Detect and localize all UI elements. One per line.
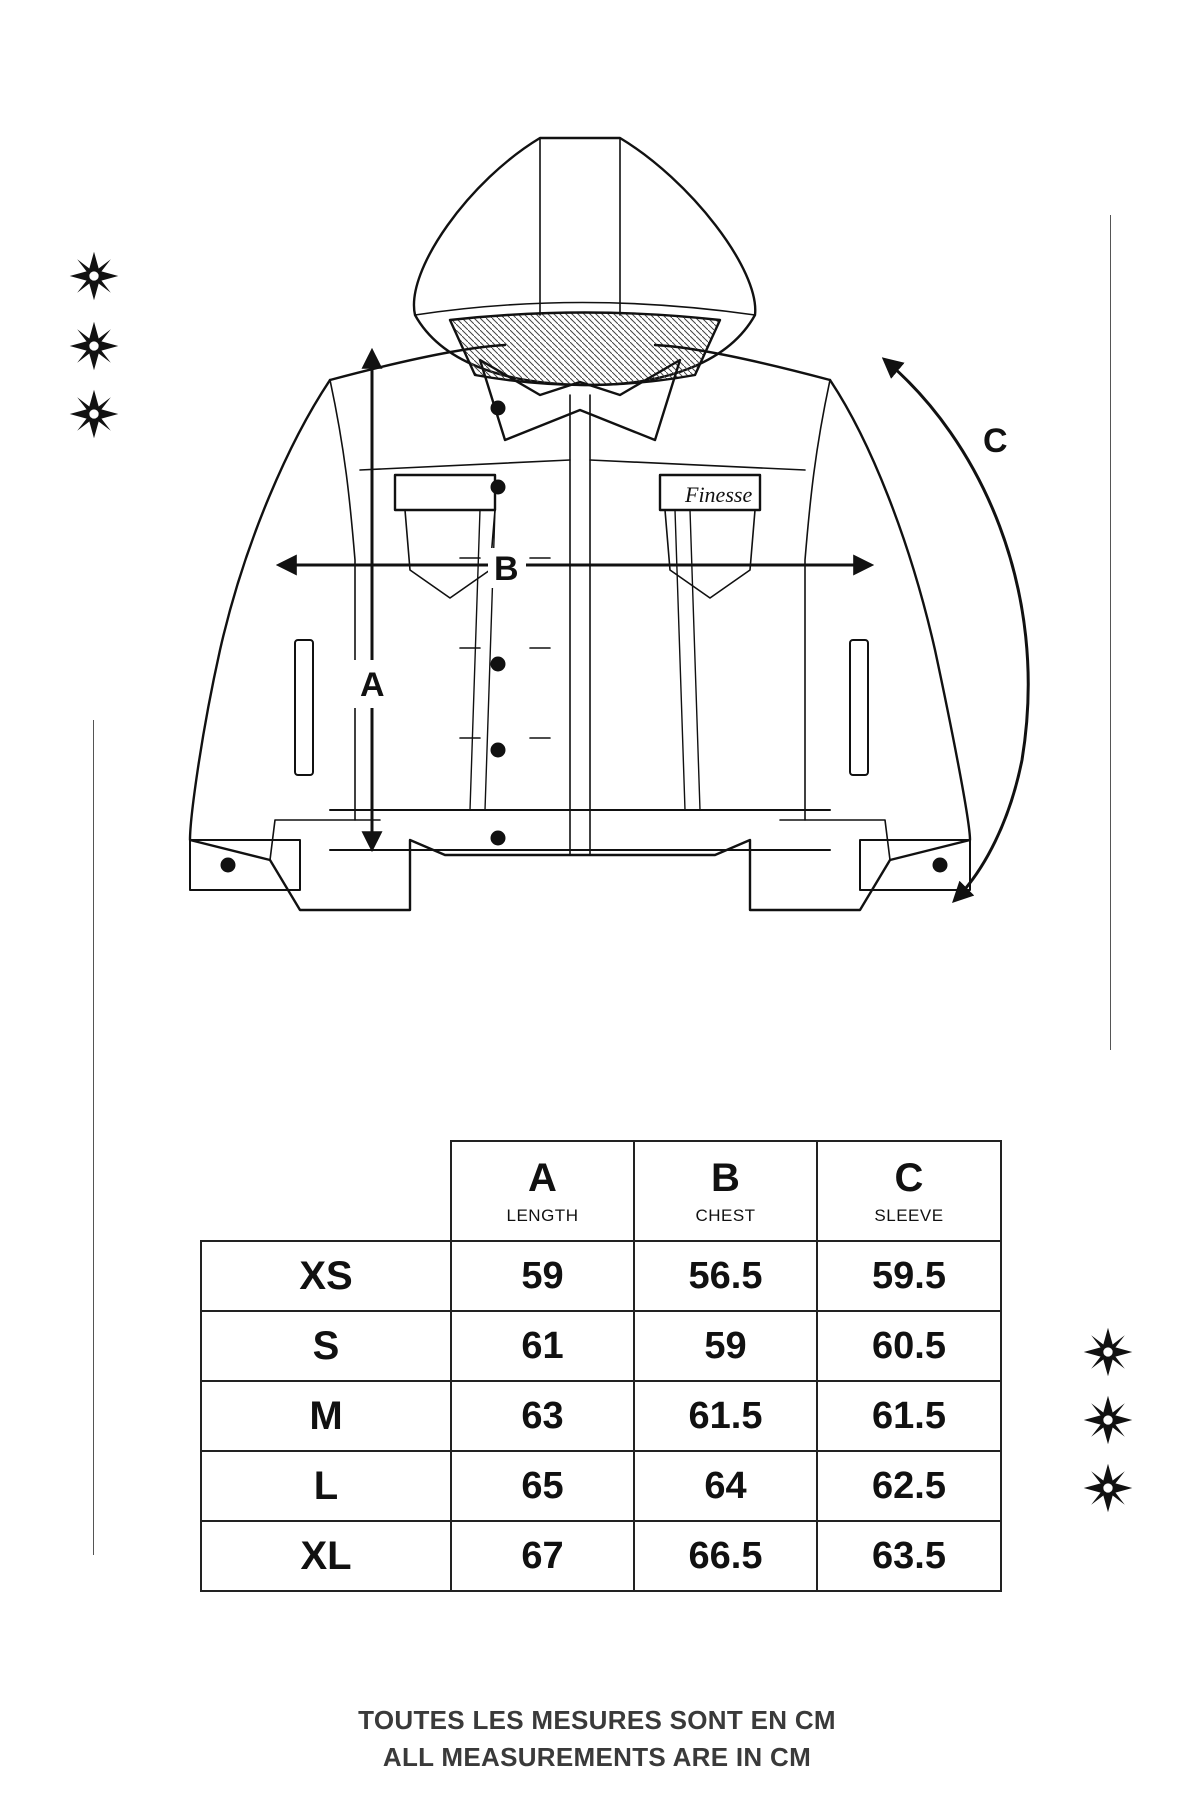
column-letter: A xyxy=(528,1156,557,1200)
table-row xyxy=(201,1521,1001,1591)
star-icon xyxy=(66,318,122,374)
length-value: 61 xyxy=(451,1311,634,1381)
star-icon xyxy=(66,386,122,442)
chest-value: 56.5 xyxy=(634,1241,817,1311)
size-label: XL xyxy=(201,1521,451,1591)
dimension-label-c: C xyxy=(983,422,1008,460)
dimension-label-b: B xyxy=(494,550,519,588)
column-letter: B xyxy=(711,1156,740,1200)
size-chart-table xyxy=(200,1140,1002,1592)
column-name: LENGTH xyxy=(506,1206,579,1225)
column-name: SLEEVE xyxy=(874,1206,944,1225)
chest-value: 61.5 xyxy=(634,1381,817,1451)
star-icon xyxy=(1080,1460,1136,1516)
right-hand-pocket xyxy=(850,640,868,775)
star-icon xyxy=(1080,1392,1136,1448)
chest-value: 59 xyxy=(634,1311,817,1381)
length-value: 67 xyxy=(451,1521,634,1591)
size-label: M xyxy=(201,1381,451,1451)
hood-lining xyxy=(450,313,720,386)
table-row xyxy=(201,1311,1001,1381)
chest-value: 64 xyxy=(634,1451,817,1521)
sleeve-value: 60.5 xyxy=(817,1311,1001,1381)
size-label: XS xyxy=(201,1241,451,1311)
brand-embroidery: Finesse xyxy=(685,482,753,507)
right-divider-line xyxy=(1110,215,1111,1050)
chest-value: 66.5 xyxy=(634,1521,817,1591)
length-value: 63 xyxy=(451,1381,634,1451)
footnote-english: ALL MEASUREMENTS ARE IN CM xyxy=(382,1742,812,1772)
column-header-c xyxy=(817,1141,1001,1241)
length-value: 65 xyxy=(451,1451,634,1521)
table-row xyxy=(201,1381,1001,1451)
star-icon xyxy=(1080,1324,1136,1380)
left-divider-line xyxy=(93,720,94,1555)
sleeve-value: 63.5 xyxy=(817,1521,1001,1591)
size-label: S xyxy=(201,1311,451,1381)
column-header-b xyxy=(634,1141,817,1241)
footnote-french: TOUTES LES MESURES SONT EN CM xyxy=(358,1705,836,1735)
sleeve-value: 61.5 xyxy=(817,1381,1001,1451)
table-row xyxy=(201,1241,1001,1311)
column-header-a xyxy=(451,1141,634,1241)
table-row xyxy=(201,1451,1001,1521)
length-value: 59 xyxy=(451,1241,634,1311)
column-name: CHEST xyxy=(695,1206,756,1225)
table-header-row xyxy=(201,1141,1001,1241)
sleeve-value: 62.5 xyxy=(817,1451,1001,1521)
star-icon xyxy=(66,248,122,304)
left-chest-pocket xyxy=(395,475,495,510)
column-letter: C xyxy=(894,1156,924,1200)
size-label: L xyxy=(201,1451,451,1521)
table-corner xyxy=(201,1141,451,1241)
jacket-diagram xyxy=(150,120,1050,1080)
sleeve-value: 59.5 xyxy=(817,1241,1001,1311)
left-hand-pocket xyxy=(295,640,313,775)
dimension-label-a: A xyxy=(360,666,385,704)
